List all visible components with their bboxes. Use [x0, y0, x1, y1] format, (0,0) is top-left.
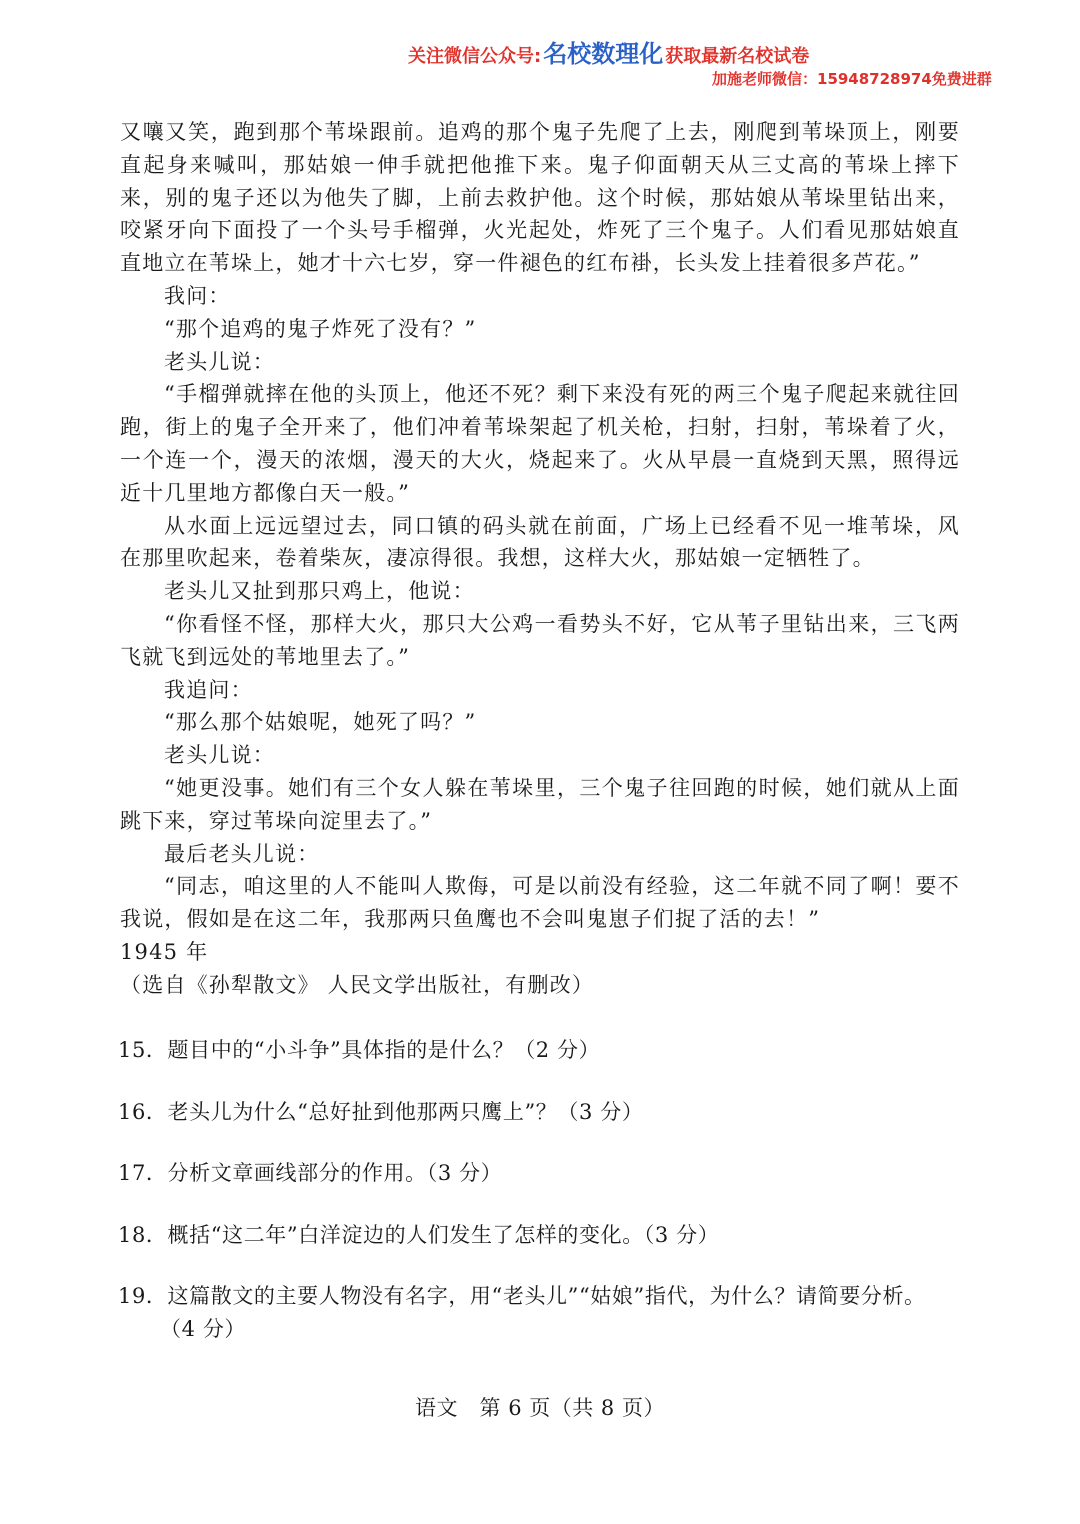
passage-source: （选自《孙犁散文》 人民文学出版社，有删改） — [120, 972, 595, 997]
contact-line: 加施老师微信：15948728974免费进群 — [712, 70, 992, 88]
passage-paragraph: “你看怪不怪，那样大火，那只大公鸡一看势头不好，它从苇子里钻出来，三飞两飞就飞到远处的苇地里去了。” — [120, 611, 960, 669]
question-19: 19．这篇散文的主要人物没有名字，用“老头儿”“姑娘”指代，为什么？请简要分析。 — [118, 1284, 926, 1308]
passage-paragraph: 老头儿又扯到那只鸡上，他说： — [164, 579, 475, 604]
passage-paragraph: 从水面上远远望过去，同口镇的码头就在前面，广场上已经看不见一堆苇垛，风在那里吹起来，卷着柴灰，凄凉得很。我想，这样大火，那姑娘一定牺牲了。 — [120, 513, 960, 571]
passage — [120, 116, 960, 1002]
passage-paragraph: “那么那个姑娘呢，她死了吗？” — [164, 710, 477, 735]
passage-paragraph: 老头儿说： — [164, 349, 275, 374]
promo-line — [408, 34, 809, 69]
passage-paragraph: 又嚷又笑，跑到那个苇垛跟前。追鸡的那个鬼子先爬了上去，刚爬到苇垛顶上，刚要直起身来喊叫，那姑娘一伸手就把他推下来。鬼子仰面朝天从三丈高的苇垛上摔下来，别的鬼子还以为他失了脚，上前去救护他。这个时候，那姑娘从苇垛里钻出来，咬紧牙向下面投了一个头号手榴弹，火光起处，炸死了三个鬼子。人们看见那姑娘直直地立在苇垛上，她才十六七岁，穿一件褪色的红布褂，长头发上挂着很多芦花。” — [120, 120, 960, 276]
passage-paragraph: “同志，咱这里的人不能叫人欺侮，可是以前没有经验，这二年就不同了啊！要不我说，假如是在这二年，我那两只鱼鹰也不会叫鬼崽子们捉了活的去！” — [120, 874, 960, 932]
passage-date: 1945 年 — [120, 939, 209, 964]
passage-paragraph: “她更没事。她们有三个女人躲在苇垛里，三个鬼子往回跑的时候，她们就从上面跳下来，穿过苇垛向淀里去了。” — [120, 775, 960, 833]
passage-paragraph: 我问： — [164, 283, 231, 308]
question-19-points: （4 分） — [160, 1317, 247, 1341]
question-18: 18．概括“这二年”白洋淀边的人们发生了怎样的变化。（3 分） — [118, 1223, 720, 1247]
passage-paragraph: 我追问： — [164, 677, 253, 702]
passage-paragraph: “手榴弹就摔在他的头顶上，他还不死？剩下来没有死的两三个鬼子爬起来就往回跑，街上的鬼子全开来了，他们冲着苇垛架起了机关枪，扫射，扫射，苇垛着了火，一个连一个，漫天的浓烟，漫天的大火，烧起来了。火从早晨一直烧到天黑，照得远近十几里地方都像白天一般。” — [120, 382, 960, 505]
passage-paragraph: “那个追鸡的鬼子炸死了没有？” — [164, 316, 477, 341]
passage-paragraph: 老头儿说： — [164, 743, 275, 768]
passage-paragraph: 最后老头儿说： — [164, 841, 320, 866]
question-17: 17．分析文章画线部分的作用。（3 分） — [118, 1161, 503, 1185]
promo-prefix: 关注微信公众号: — [408, 46, 542, 67]
question-15: 15．题目中的“小斗争”具体指的是什么？（2 分） — [118, 1038, 601, 1062]
promo-suffix: 获取最新名校试卷 — [665, 46, 810, 67]
page-footer: 语文 第 6 页（共 8 页） — [415, 1396, 665, 1420]
question-16: 16．老头儿为什么“总好扯到他那两只鹰上”？（3 分） — [118, 1100, 644, 1124]
brand-name: 名校数理化 — [543, 40, 664, 68]
